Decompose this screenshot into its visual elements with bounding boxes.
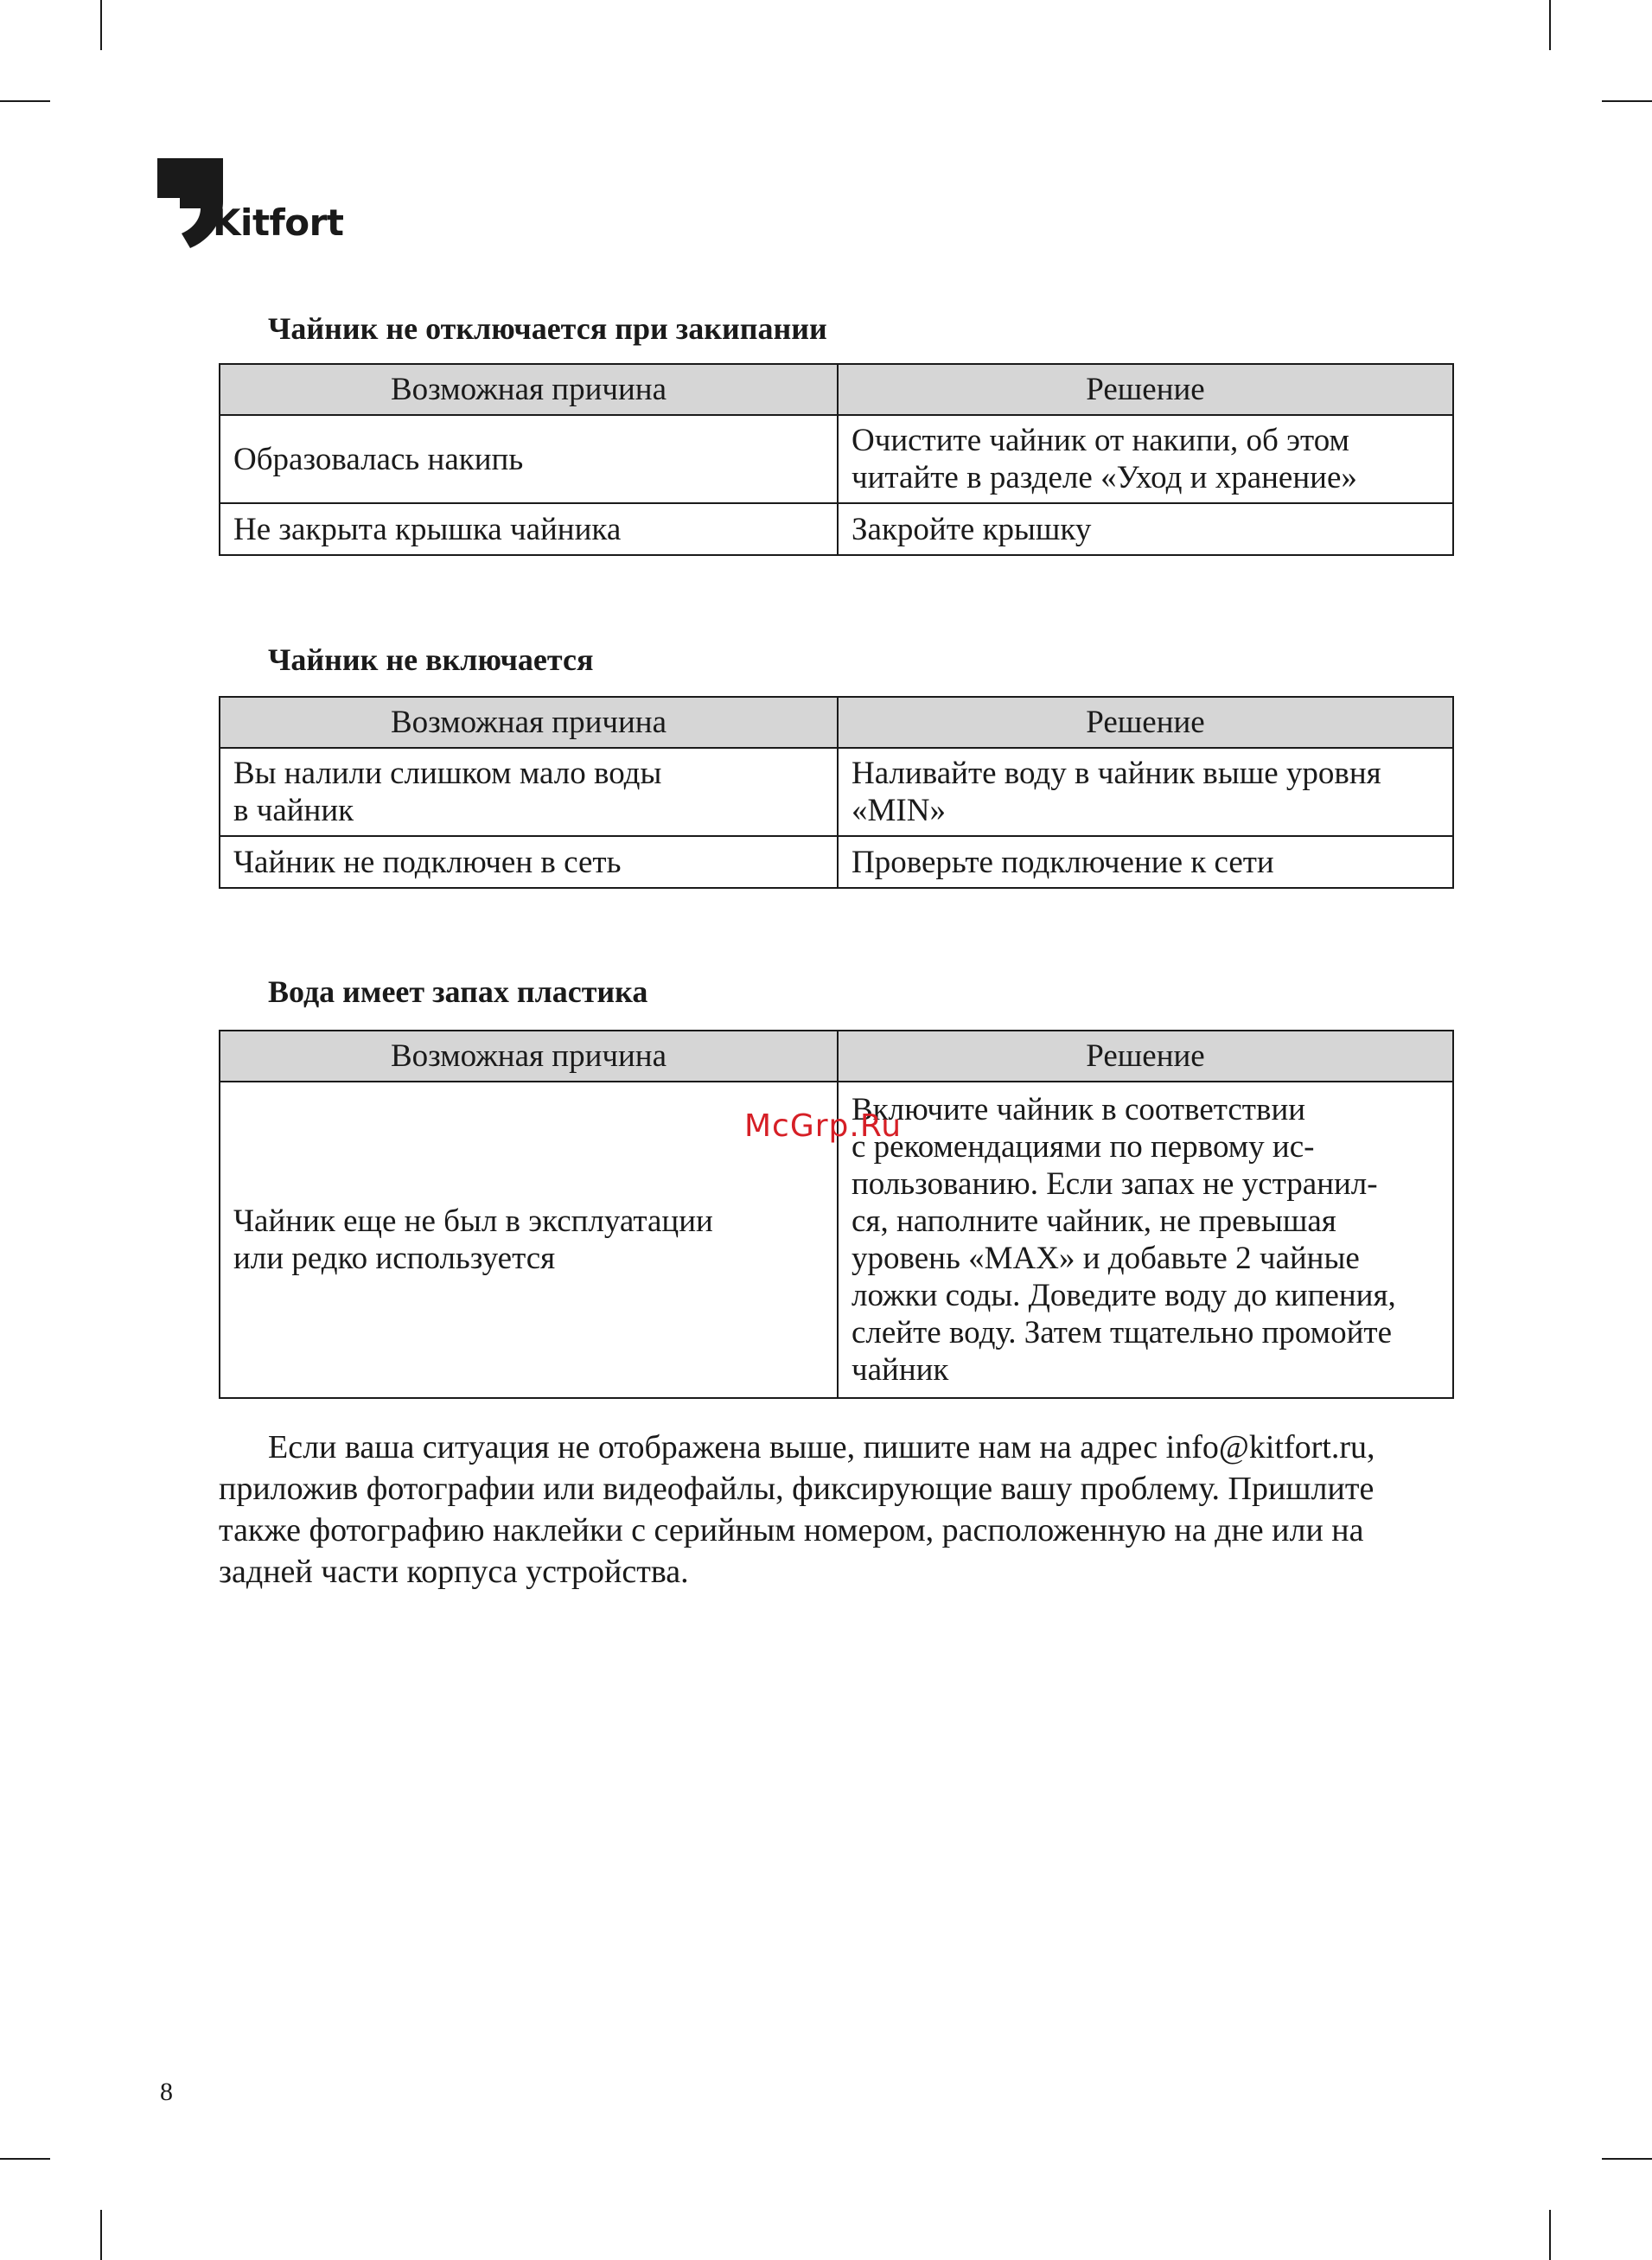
troubleshooting-table (219, 1030, 1454, 1399)
cause-cell (220, 748, 838, 836)
text-line: читайте в разделе «Уход и хранение» (852, 460, 1357, 495)
text-line: Вы налили слишком мало воды (233, 756, 662, 791)
text-line: уровень «MAX» и добавьте 2 чайные (852, 1241, 1360, 1276)
text-line: чайник (852, 1352, 949, 1388)
crop-mark (1602, 100, 1652, 102)
solution-cell: Проверьте подключение к сети (838, 836, 1453, 888)
crop-mark (1602, 2158, 1652, 2160)
column-header-cause: Возможная причина (220, 1031, 838, 1082)
section-title: Вода имеет запах пластика (268, 974, 648, 1009)
brand-logo (157, 158, 382, 250)
table-row (220, 836, 1453, 888)
crop-mark (100, 2210, 102, 2260)
table-row (220, 748, 1453, 836)
text-line: в чайник (233, 793, 354, 828)
text-line: Очистите чайник от накипи, об этом (852, 423, 1349, 458)
text-line: или редко используется (233, 1241, 556, 1276)
text-line: ся, наполните чайник, не превышая (852, 1203, 1336, 1239)
brand-name: Kitfort (213, 201, 344, 244)
solution-cell (838, 1082, 1453, 1398)
text-line: с рекомендациями по первому ис- (852, 1129, 1315, 1165)
text-line: Включите чайник в соответствии (852, 1092, 1306, 1127)
cause-cell: Не закрыта крышка чайника (220, 503, 838, 555)
troubleshooting-table (219, 363, 1454, 556)
text-line: ложки соды. Доведите воду до кипения, (852, 1278, 1396, 1313)
text-line: слейте воду. Затем тщательно промойте (852, 1315, 1392, 1350)
page-number: 8 (160, 2078, 173, 2106)
contact-paragraph: Если ваша ситуация не отображена выше, пишите нам на адрес info@kitfort.ru, приложив фотографии или видеофайлы, фиксирующие вашу проблему. Пришлите также фотографию наклейки с серийным номером, расположенную на дне или на задней части корпуса устройства. (219, 1429, 1375, 1590)
crop-mark (0, 2158, 50, 2160)
column-header-solution: Решение (838, 364, 1453, 415)
table-row (220, 415, 1453, 503)
crop-mark (1549, 0, 1551, 50)
column-header-cause: Возможная причина (220, 697, 838, 748)
solution-cell (838, 748, 1453, 836)
column-header-cause: Возможная причина (220, 364, 838, 415)
section-title: Чайник не отключается при закипании (268, 311, 827, 346)
crop-mark (100, 0, 102, 50)
crop-mark (0, 100, 50, 102)
solution-cell: Закройте крышку (838, 503, 1453, 555)
troubleshooting-table (219, 696, 1454, 889)
text-line: Наливайте воду в чайник выше уровня (852, 756, 1381, 791)
text-line: Чайник еще не был в эксплуатации (233, 1203, 713, 1239)
crop-mark (1549, 2210, 1551, 2260)
text-line: пользованию. Если запах не устранил- (852, 1166, 1378, 1202)
cause-cell: Образовалась накипь (220, 415, 838, 503)
solution-cell (838, 415, 1453, 503)
column-header-solution: Решение (838, 697, 1453, 748)
cause-cell: Чайник не подключен в сеть (220, 836, 838, 888)
text-line: «MIN» (852, 793, 946, 828)
watermark: McGrp.Ru (744, 1108, 903, 1144)
section-title: Чайник не включается (268, 642, 594, 677)
column-header-solution: Решение (838, 1031, 1453, 1082)
table-row (220, 503, 1453, 555)
